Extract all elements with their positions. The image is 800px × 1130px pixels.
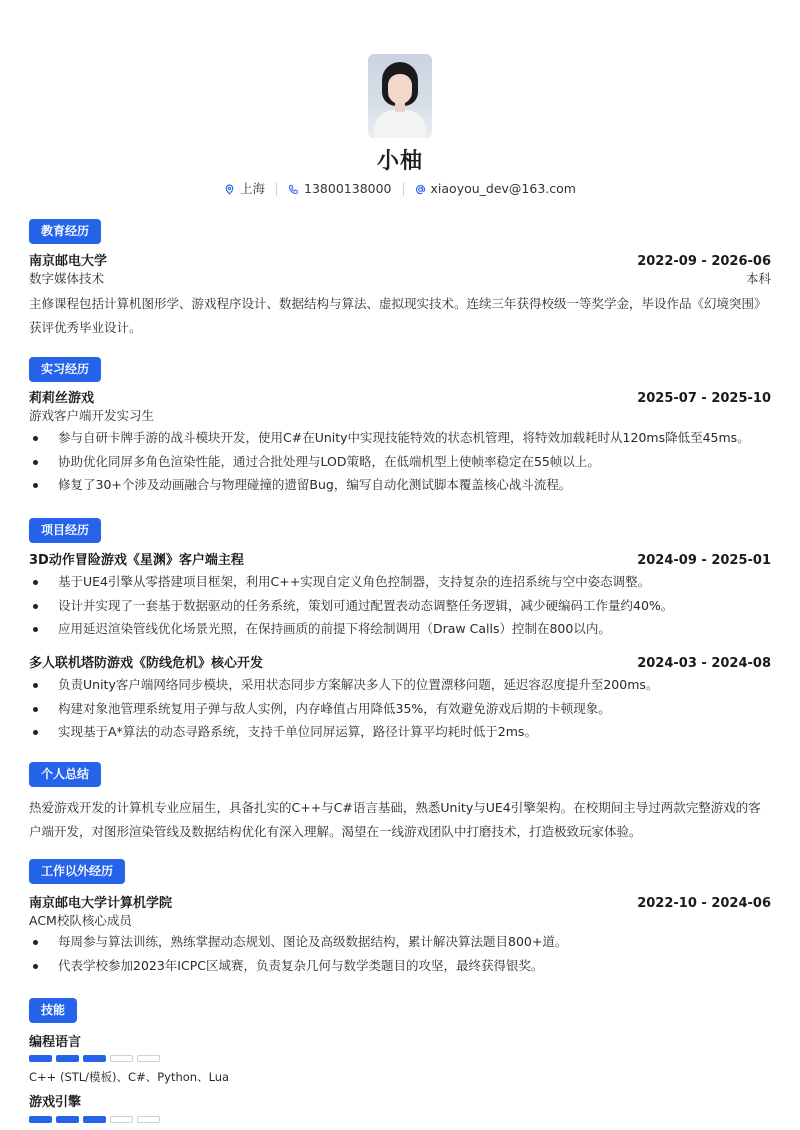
level-segment-filled: [29, 1055, 52, 1062]
project-date: 2024-03 - 2024-08: [637, 656, 771, 671]
divider: [276, 182, 277, 196]
org-name: 南京邮电大学计算机学院: [29, 896, 173, 911]
skill-level-bar: [29, 1116, 160, 1123]
company-name: 莉莉丝游戏: [29, 391, 95, 406]
education-row: [29, 253, 771, 270]
list-item: 代表学校参加2023年ICPC区域赛，负责复杂几何与数学类题目的攻坚，最终获得银奖。: [29, 954, 771, 978]
project-name: 多人联机塔防游戏《防线危机》核心开发: [29, 656, 264, 671]
email-text: xiaoyou_dev@163.com: [430, 181, 576, 196]
level-segment-empty: [137, 1116, 160, 1123]
phone-icon: [288, 184, 299, 195]
job-role: 游戏客户端开发实习生: [29, 408, 155, 423]
section-badge-skills: 技能: [29, 998, 77, 1023]
level-segment-filled: [83, 1055, 106, 1062]
at-sign-icon: [415, 184, 426, 195]
extracurricular-date: 2022-10 - 2024-06: [637, 896, 771, 911]
list-item: 基于UE4引擎从零搭建项目框架，利用C++实现自定义角色控制器，支持复杂的连招系统与空中姿态调整。: [29, 570, 771, 594]
school-name: 南京邮电大学: [29, 254, 108, 269]
skill-description: C++ (STL/模板)、C#、Python、Lua: [29, 1070, 230, 1084]
skill-level-bar: [29, 1055, 160, 1062]
contact-location: [224, 180, 265, 198]
contact-row: [0, 180, 800, 198]
location-pin-icon: [224, 184, 235, 195]
degree: 本科: [745, 271, 771, 286]
extracurricular-subrow: [29, 912, 771, 929]
extracurricular-bullets: [29, 930, 771, 977]
contact-phone[interactable]: [288, 180, 391, 198]
skill-name: 编程语言: [29, 1035, 82, 1050]
education-date: 2022-09 - 2026-06: [637, 254, 771, 269]
project-date: 2024-09 - 2025-01: [637, 553, 771, 568]
level-segment-empty: [110, 1116, 133, 1123]
resume-header: [0, 54, 800, 198]
list-item: 每周参与算法训练，熟练掌握动态规划、图论及高级数据结构，累计解决算法题目800+道。: [29, 930, 771, 954]
education-description: 主修课程包括计算机图形学、游戏程序设计、数据结构与算法、虚拟现实技术。连续三年获得校级一等奖学金，毕设作品《幻境突围》获评优秀毕业设计。: [29, 296, 767, 335]
location-text: 上海: [240, 181, 266, 196]
major: 数字媒体技术: [29, 271, 105, 286]
section-badge-extracurricular: 工作以外经历: [29, 859, 125, 884]
level-segment-empty: [137, 1055, 160, 1062]
list-item: 参与自研卡牌手游的战斗模块开发，使用C#在Unity中实现技能特效的状态机管理，将特效加载耗时从120ms降低至45ms。: [29, 426, 771, 450]
project-row: [29, 552, 771, 569]
list-item: 协助优化同屏多角色渲染性能，通过合批处理与LOD策略，在低端机型上使帧率稳定在55帧以上。: [29, 450, 771, 474]
phone-text: 13800138000: [304, 181, 392, 196]
level-segment-empty: [110, 1055, 133, 1062]
education-subrow: [29, 270, 771, 287]
skill-name: 游戏引擎: [29, 1095, 82, 1110]
project-name: 3D动作冒险游戏《星渊》客户端主程: [29, 553, 244, 568]
list-item: 实现基于A*算法的动态寻路系统，支持千单位同屏运算，路径计算平均耗时低于2ms。: [29, 720, 771, 744]
level-segment-filled: [56, 1116, 79, 1123]
project-bullets: [29, 673, 771, 744]
list-item: 负责Unity客户端网络同步模块，采用状态同步方案解决多人下的位置漂移问题，延迟容忍度提升至200ms。: [29, 673, 771, 697]
level-segment-filled: [83, 1116, 106, 1123]
divider: [403, 182, 404, 196]
list-item: 应用延迟渲染管线优化场景光照，在保持画质的前提下将绘制调用（Draw Calls）控制在800以内。: [29, 617, 771, 641]
internship-bullets: [29, 426, 771, 497]
level-segment-filled: [29, 1116, 52, 1123]
candidate-name: 小柚: [376, 149, 423, 174]
internship-subrow: [29, 407, 771, 424]
section-badge-internship: 实习经历: [29, 357, 101, 382]
summary-text: 热爱游戏开发的计算机专业应届生，具备扎实的C++与C#语言基础，熟悉Unity与UE4引擎架构。在校期间主导过两款完整游戏的客户端开发，对图形渲染管线及数据结构优化有深入理解。渴望在一线游戏团队中打磨技术，打造极致玩家体验。: [29, 800, 761, 839]
project-row: [29, 655, 771, 672]
profile-photo: [368, 54, 432, 138]
internship-date: 2025-07 - 2025-10: [637, 391, 771, 406]
extracurricular-row: [29, 895, 771, 912]
list-item: 设计并实现了一套基于数据驱动的任务系统，策划可通过配置表动态调整任务逻辑，减少硬编码工作量约40%。: [29, 594, 771, 618]
list-item: 构建对象池管理系统复用子弹与敌人实例，内存峰值占用降低35%，有效避免游戏后期的卡顿现象。: [29, 697, 771, 721]
internship-row: [29, 390, 771, 407]
list-item: 修复了30+个涉及动画融合与物理碰撞的遗留Bug，编写自动化测试脚本覆盖核心战斗流程。: [29, 473, 771, 497]
org-role: ACM校队核心成员: [29, 913, 132, 928]
contact-email[interactable]: [415, 180, 576, 198]
section-badge-projects: 项目经历: [29, 518, 101, 543]
project-bullets: [29, 570, 771, 641]
level-segment-filled: [56, 1055, 79, 1062]
section-badge-education: 教育经历: [29, 219, 101, 244]
section-badge-summary: 个人总结: [29, 762, 101, 787]
